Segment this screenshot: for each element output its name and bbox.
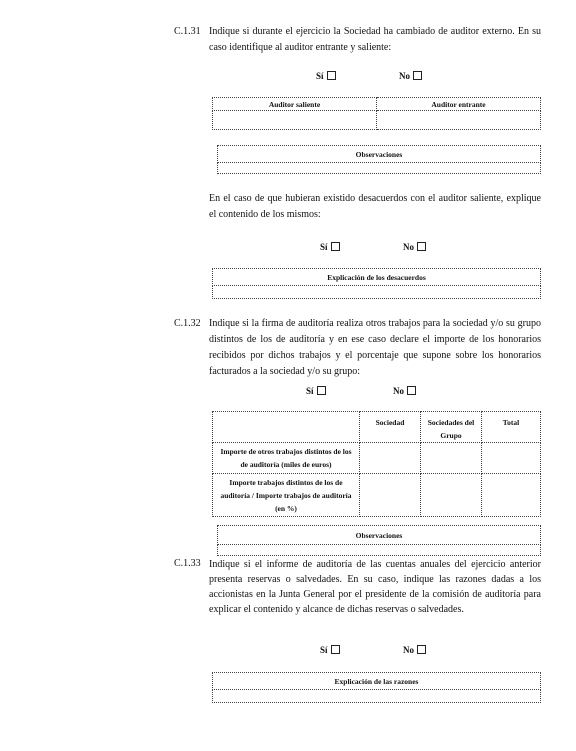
desacuerdos-question: En el caso de que hubieran existido desacuerdos con el auditor saliente, explique el contenido de los mismos:	[209, 193, 541, 220]
header-auditor-saliente: Auditor saliente	[213, 98, 377, 111]
cell-importe-total[interactable]	[482, 443, 541, 474]
cell-porcentaje-grupo[interactable]	[421, 474, 482, 517]
honorarios-table	[212, 411, 541, 517]
row-label-importe: Importe de otros trabajos distintos de los de auditoría (miles de euros)	[213, 443, 360, 474]
checkbox-icon[interactable]	[331, 645, 340, 654]
header-explicacion-razones: Explicación de las razones	[213, 673, 541, 690]
section-code-c131: C.1.31	[174, 26, 201, 37]
checkbox-icon[interactable]	[417, 242, 426, 251]
option-no-label: No	[403, 242, 414, 252]
cell-importe-grupo[interactable]	[421, 443, 482, 474]
header-explicacion-desacuerdos: Explicación de los desacuerdos	[213, 269, 541, 286]
field-explicacion-razones[interactable]	[213, 690, 541, 703]
cell-importe-sociedad[interactable]	[360, 443, 421, 474]
option-no-label: No	[403, 645, 414, 655]
option-no-label: No	[399, 71, 410, 81]
option-si-c132[interactable]	[306, 386, 326, 396]
option-no-c131[interactable]	[399, 71, 422, 81]
field-explicacion-desacuerdos[interactable]	[213, 286, 541, 299]
cell-porcentaje-sociedad[interactable]	[360, 474, 421, 517]
desacuerdos-table	[212, 268, 541, 299]
checkbox-icon[interactable]	[317, 386, 326, 395]
question-c131: Indique si durante el ejercicio la Sociedad ha cambiado de auditor externo. En su caso identifique al auditor entrante y saliente:	[209, 26, 541, 53]
option-no-c132[interactable]	[393, 386, 416, 396]
auditor-table	[212, 97, 541, 130]
option-no-desacuerdos[interactable]	[403, 242, 426, 252]
option-si-desacuerdos[interactable]	[320, 242, 340, 252]
header-observaciones: Observaciones	[218, 526, 541, 545]
checkbox-icon[interactable]	[413, 71, 422, 80]
option-no-label: No	[393, 386, 404, 396]
section-code-c132: C.1.32	[174, 318, 201, 329]
field-auditor-saliente[interactable]	[213, 111, 377, 130]
corner-cell	[213, 412, 360, 443]
razones-table	[212, 672, 541, 703]
option-si-label: Sí	[316, 71, 324, 81]
checkbox-icon[interactable]	[407, 386, 416, 395]
checkbox-icon[interactable]	[327, 71, 336, 80]
header-sociedad: Sociedad	[360, 412, 421, 443]
checkbox-icon[interactable]	[417, 645, 426, 654]
option-si-label: Sí	[306, 386, 314, 396]
header-observaciones: Observaciones	[218, 146, 541, 163]
row-label-porcentaje: Importe trabajos distintos de los de auditoría / Importe trabajos de auditoría (en %)	[213, 474, 360, 517]
question-c132: Indique si la firma de auditoría realiza otros trabajos para la sociedad y/o su grupo distintos de los de auditoría y en ese caso declare el importe de los honorarios recibidos por dichos trabajos y el porcentaje que supone sobre los honorarios facturados a la sociedad y/o su grupo:	[209, 318, 541, 377]
field-observaciones[interactable]	[218, 163, 541, 174]
cell-porcentaje-total[interactable]	[482, 474, 541, 517]
section-code-c133: C.1.33	[174, 558, 201, 569]
header-sociedades-grupo: Sociedades del Grupo	[421, 412, 482, 443]
observaciones-table-c132	[217, 525, 541, 556]
option-si-c133[interactable]	[320, 645, 340, 655]
observaciones-table-c131	[217, 145, 541, 174]
header-auditor-entrante: Auditor entrante	[377, 98, 541, 111]
field-auditor-entrante[interactable]	[377, 111, 541, 130]
field-observaciones[interactable]	[218, 545, 541, 556]
header-total: Total	[482, 412, 541, 443]
checkbox-icon[interactable]	[331, 242, 340, 251]
question-c133: Indique si el informe de auditoría de las cuentas anuales del ejercicio anterior presenta reservas o salvedades. En su caso, indique las razones dadas a los accionistas en la Junta General por el presidente de la comisión de auditoría para explicar el contenido y alcance de dichas reservas o salvedades.	[209, 559, 541, 615]
option-si-c131[interactable]	[316, 71, 336, 81]
option-si-label: Sí	[320, 242, 328, 252]
option-no-c133[interactable]	[403, 645, 426, 655]
option-si-label: Sí	[320, 645, 328, 655]
